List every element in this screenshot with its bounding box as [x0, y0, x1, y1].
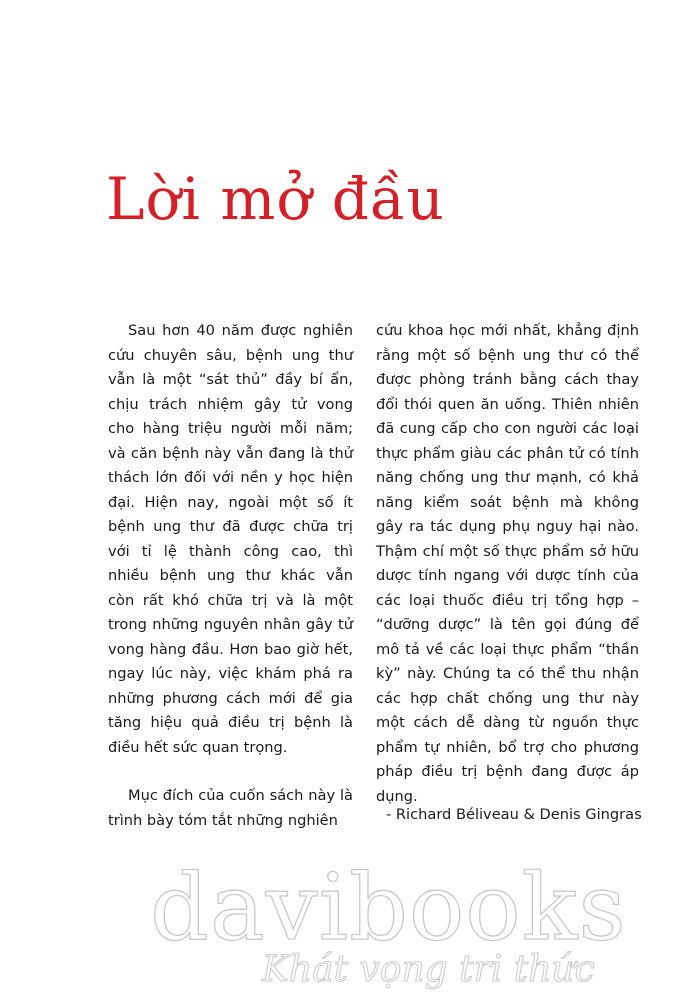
author-signature: - Richard Béliveau & Denis Gingras — [386, 806, 642, 823]
right-column — [376, 319, 639, 809]
body-paragraph: Mục đích của cuốn sách này là trình bày tóm tắt những nghiên — [108, 787, 353, 829]
body-paragraph: Sau hơn 40 năm được nghiên cứu chuyên sâu, bệnh ung thư vẫn là một “sát thủ” đầy bí ẩn, chịu trách nhiệm gây tử vong cho hàng triệu người mỗi năm; và căn bệnh này vẫn đang là thử thách lớn đối với nền y học hiện đại. Hiện nay, ngoài một số ít bệnh ung thư đã được chữa trị với tỉ lệ thành công cao, thì nhiều bệnh ung thư khác vẫn còn rất khó chữa trị và là một trong những nguyên nhân gây tử vong hàng đầu. Hơn bao giờ hết, ngay lúc này, việc khám phá ra những phương cách mới để gia tăng hiệu quả điều trị bệnh là điều hết sức quan trọng. — [108, 322, 353, 756]
watermark-logo: davibooks — [150, 854, 627, 961]
watermark-slogan: Khát vọng tri thức — [262, 949, 595, 990]
left-column — [108, 319, 353, 833]
body-paragraph: cứu khoa học mới nhất, khẳng định rằng một số bệnh ung thư có thể được phòng tránh bằng cách thay đổi thói quen ăn uống. Thiên nhiên đã cung cấp cho con người các loại thực phẩm giàu các phân tử có tính năng chống ung thư mạnh, có khả năng kiểm soát bệnh mà không gây ra tác dụng phụ nguy hại nào. Thậm chí một số thực phẩm sở hữu dược tính ngang với dược tính của các loại thuốc điều trị tổng hợp – “dưỡng dược” là tên gọi đúng để mô tả về các loại thực phẩm “thần kỳ” này. Chúng ta có thể thu nhận các hợp chất chống ung thư này một cách dễ dàng từ nguồn thực phẩm tự nhiên, bổ trợ cho phương pháp điều trị bệnh đang được áp dụng. — [376, 322, 639, 805]
page-title: Lời mở đầu — [106, 165, 445, 233]
